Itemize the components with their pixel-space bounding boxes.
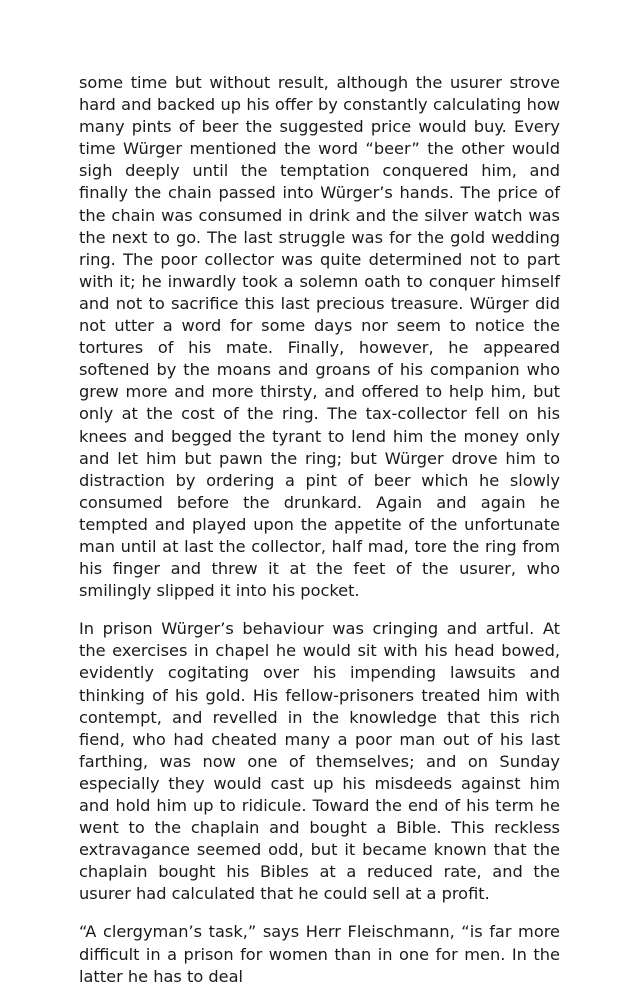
document-page (79, 72, 560, 1004)
paragraph-1: some time but without result, although the usurer strove hard and backed up his offer by constantly calculating how many pints of beer the suggested price would buy. Every time Würger mentioned the word “beer” the other would sigh deeply until the temptation conquered him, and finally the chain passed into Würger’s hands. The price of the chain was consumed in drink and the silver watch was the next to go. The last struggle was for the gold wedding ring. The poor collector was quite determined not to part with it; he inwardly took a solemn oath to conquer himself and not to sacrifice this last precious treasure. Würger did not utter a word for some days nor seem to notice the tortures of his mate. Finally, however, he appeared softened by the moans and groans of his companion who grew more and more thirsty, and offered to help him, but only at the cost of the ring. The tax-collector fell on his knees and begged the tyrant to lend him the money only and let him but pawn the ring; but Würger drove him to distraction by ordering a pint of beer which he slowly consumed before the drunkard. Again and again he tempted and played upon the appetite of the unfortunate man until at last the collector, half mad, tore the ring from his finger and threw it at the feet of the usurer, who smilingly slipped it into his pocket. (79, 73, 560, 601)
paragraph-3: “A clergyman’s task,” says Herr Fleischmann, “is far more difficult in a prison for women than in one for men. In the latter he has to deal (79, 922, 560, 986)
paragraph-2: In prison Würger’s behaviour was cringing and artful. At the exercises in chapel he would sit with his head bowed, evidently cogitating over his impending lawsuits and thinking of his gold. His fellow-prisoners treated him with contempt, and revelled in the knowledge that this rich fiend, who had cheated many a poor man out of his last farthing, was now one of themselves; and on Sunday especially they would cast up his misdeeds against him and hold him up to ridicule. Toward the end of his term he went to the chaplain and bought a Bible. This reckless extravagance seemed odd, but it became known that the chaplain bought his Bibles at a reduced rate, and the usurer had calculated that he could sell at a profit. (79, 619, 560, 904)
